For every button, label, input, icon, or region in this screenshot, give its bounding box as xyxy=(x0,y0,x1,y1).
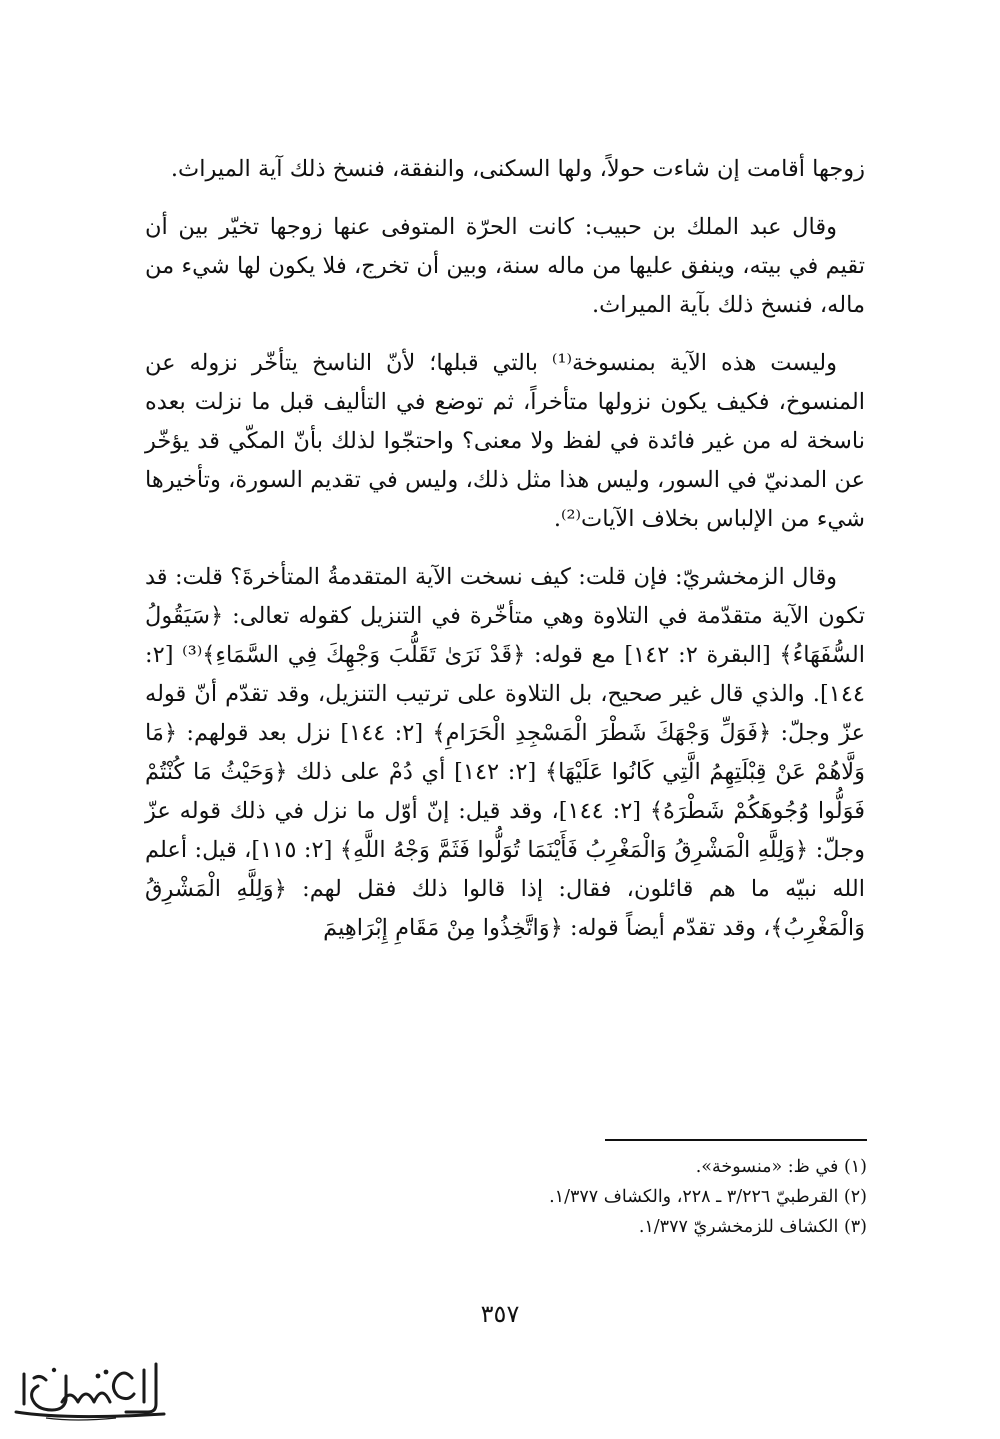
footnote: (٢) القرطبيّ ٣/٢٢٦ ـ ٢٢٨، والكشاف ١/٣٧٧. xyxy=(549,1187,867,1207)
paragraph: وليست هذه الآية بمنسوخة⁽¹⁾ بالتي قبلها؛ لأنّ الناسخ يتأخّر نزوله عن المنسوخ، فكيف يكون نزولها متأخراً، ثم توضع في التأليف قبل ما نزلت بعده ناسخة له من غير فائدة في لفظ ولا معنى؟ واحتجّوا لذلك بأنّ المكّي قد يؤخّر عن المدنيّ في السور، وليس هذا مثل ذلك، وليس في تقديم السورة، وتأخيرها شيء من الإلباس بخلاف الآيات⁽²⁾. xyxy=(145,350,865,532)
paragraph: زوجها أقامت إن شاءت حولاً، ولها السكنى، والنفقة، فنسخ ذلك آية الميراث. xyxy=(170,156,865,182)
footnote-divider xyxy=(605,1139,867,1141)
footnote: (٣) الكشاف للزمخشريّ ١/٣٧٧. xyxy=(638,1217,867,1237)
page-number: ٣٥٧ xyxy=(480,1300,520,1328)
main-text xyxy=(145,150,865,948)
paragraph: وقال عبد الملك بن حبيب: كانت الحرّة المتوفى عنها زوجها تخيّر بين أن تقيم في بيته، وينفق عليها من ماله سنة، وبين أن تخرج، فلا يكون لها شيء من ماله، فنسخ ذلك بآية الميراث. xyxy=(145,214,865,318)
calligraphic-signature-icon xyxy=(6,1356,176,1426)
footnote: (١) في ظ: «منسوخة». xyxy=(695,1157,867,1177)
paragraph: وقال الزمخشريّ: فإن قلت: كيف نسخت الآية المتقدمةُ المتأخرةَ؟ قلت: قد تكون الآية متقدّمة في التلاوة وهي متأخّرة في التنزيل كقوله تعالى: ﴿سَيَقُولُ السُّفَهَاءُ﴾ [البقرة ٢: ١٤٢] مع قوله: ﴿قَدْ نَرَىٰ تَقَلُّبَ وَجْهِكَ فِي السَّمَاءِ﴾⁽³⁾ [٢: ١٤٤]. والذي قال غير صحيح، بل التلاوة على ترتيب التنزيل، وقد تقدّم أنّ قوله عزّ وجلّ: ﴿فَوَلِّ وَجْهَكَ شَطْرَ الْمَسْجِدِ الْحَرَامِ﴾ [٢: ١٤٤] نزل بعد قولهم: ﴿مَا وَلَّاهُمْ عَنْ قِبْلَتِهِمُ الَّتِي كَانُوا عَلَيْهَا﴾ [٢: ١٤٢] أي دُمْ على ذلك ﴿وَحَيْثُ مَا كُنْتُمْ فَوَلُّوا وُجُوهَكُمْ شَطْرَهُ﴾ [٢: ١٤٤]، وقد قيل: إنّ أوّل ما نزل في ذلك قوله عزّ وجلّ: ﴿وَلِلَّهِ الْمَشْرِقُ وَالْمَغْرِبُ فَأَيْنَمَا تُوَلُّوا فَثَمَّ وَجْهُ اللَّهِ﴾ [٢: ١١٥]، قيل: أعلم الله نبيّه ما هم قائلون، فقال: إذا قالوا ذلك فقل لهم: ﴿وَلِلَّهِ الْمَشْرِقُ وَالْمَغْرِبُ﴾، وقد تقدّم أيضاً قوله: ﴿وَاتَّخِذُوا مِنْ مَقَامِ إِبْرَاهِيمَ xyxy=(145,564,866,941)
footnotes xyxy=(430,1152,867,1242)
